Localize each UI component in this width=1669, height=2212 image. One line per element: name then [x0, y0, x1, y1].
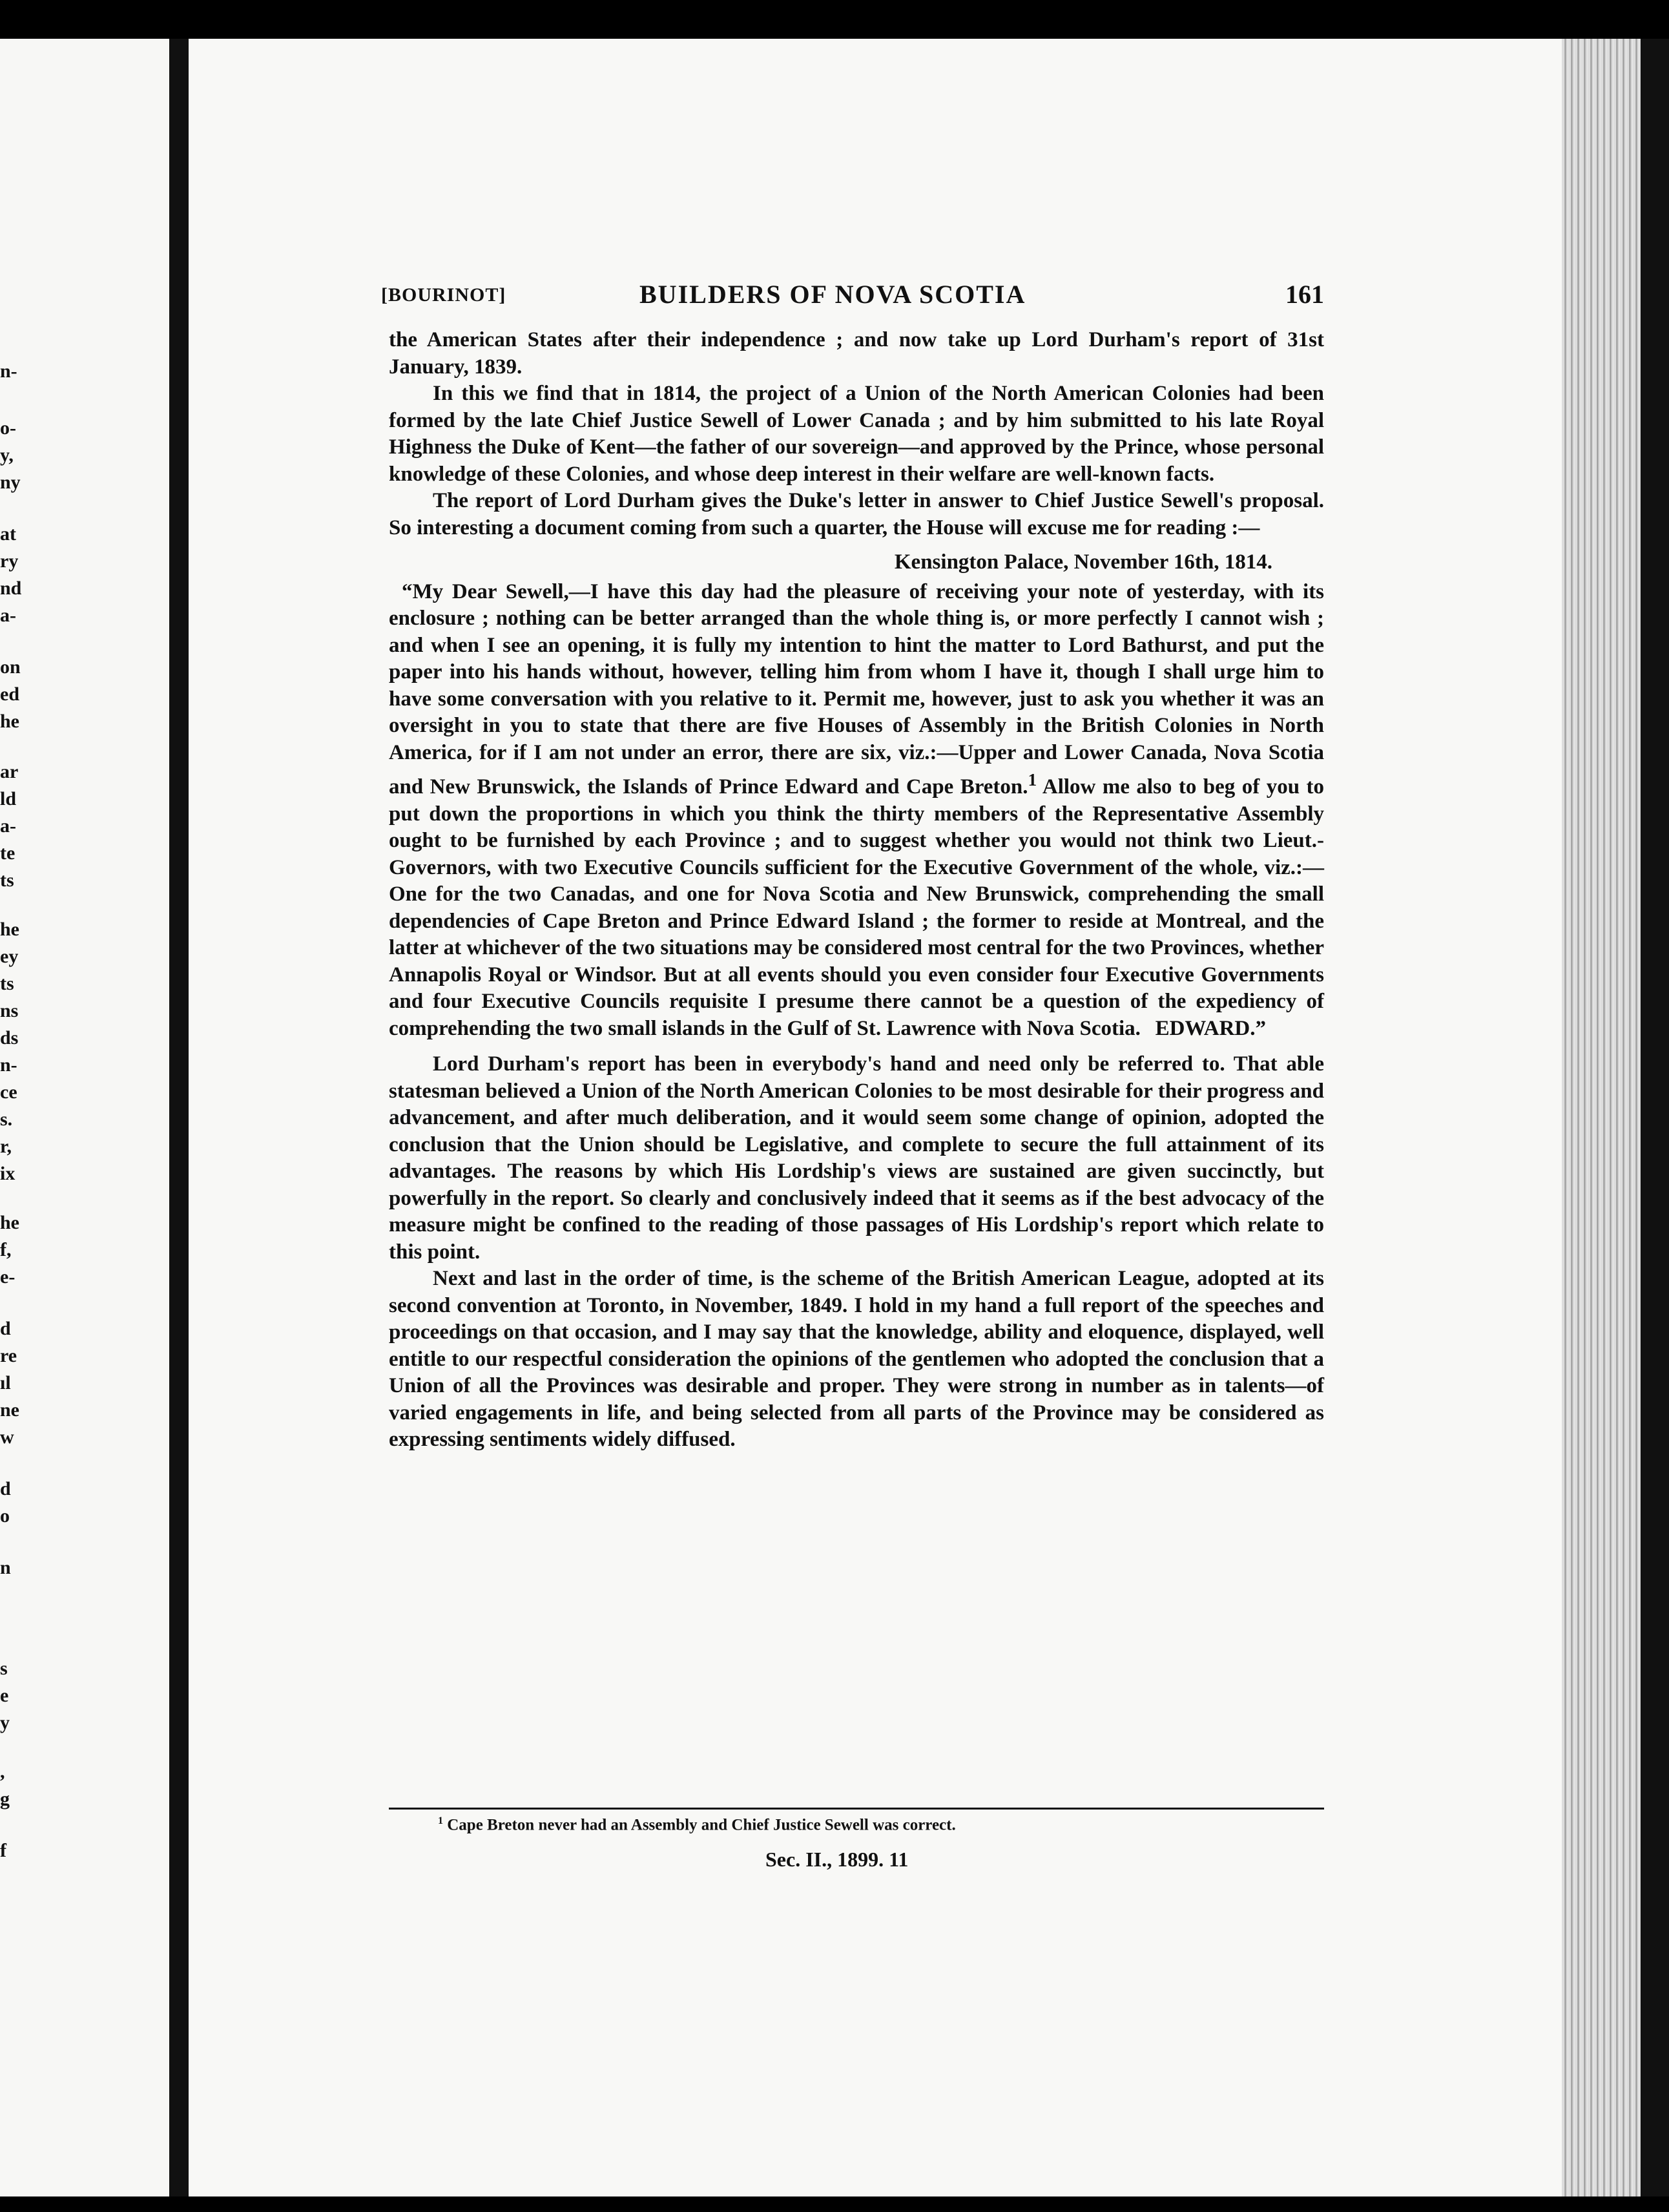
facing-page-fragment: y,	[0, 444, 14, 466]
body-text	[389, 327, 1324, 1454]
letter-body	[389, 579, 1324, 1043]
facing-page-fragment: n	[0, 1557, 11, 1578]
signature-line: Sec. II., 1899. 11	[765, 1848, 909, 1871]
facing-page-fragment: on	[0, 656, 21, 678]
letter-signature: EDWARD.”	[1155, 1016, 1266, 1040]
facing-page-fragment: d	[0, 1478, 11, 1499]
facing-page-fragment: r,	[0, 1136, 12, 1157]
facing-page-fragment: ds	[0, 1027, 19, 1049]
facing-page-fragment: nd	[0, 578, 22, 599]
paragraph: The report of Lord Durham gives the Duke's letter in answer to Chief Justice Sewell's proposal. So interesting a document coming from such a quarter, the House will excuse me for reading :—	[389, 489, 1324, 539]
paragraph-continuation: the American States after their independence ; and now take up Lord Durham's report of 31st January, 1839.	[389, 328, 1324, 379]
scan-border-top	[0, 0, 1669, 39]
facing-page-fragment: a-	[0, 815, 16, 837]
facing-page-fragment: s	[0, 1658, 8, 1679]
footnote-text: Cape Breton never had an Assembly and Chief Justice Sewell was correct.	[447, 1816, 956, 1834]
facing-page-fragment: ce	[0, 1081, 17, 1103]
facing-page-fragment: n-	[0, 1054, 17, 1076]
footnote	[438, 1815, 956, 1834]
facing-page-fragment: ts	[0, 870, 14, 891]
facing-page-fragment: e	[0, 1685, 9, 1706]
header-author: [BOURINOT]	[381, 284, 506, 306]
facing-page-fragment: e-	[0, 1266, 16, 1288]
facing-page-fragment: ne	[0, 1399, 19, 1421]
letter-text-part-1: “My Dear Sewell,—I have this day had the pleasure of receiving your note of yesterday, with its enclosure ; nothing can be better arranged than the whole thing is, or more perfectly I cannot wish ; and when I see an opening, it is fully my intention to hint the matter to Lord Bathurst, and put the paper into his hands without, however, telling him from whom I have it, though I shall urge him to have some conversation with you relative to it. Permit me, however, just to ask you whether it was an oversight in you to state that there are five Houses of Assembly in the British Colonies in North America, for if I am not under an error, there are six, viz.:—Upper and Lower Canada, Nova Scotia and New Brunswick, the Islands of Prince Edward and Cape Breton.	[389, 579, 1324, 798]
facing-page-fragment: ,	[0, 1761, 5, 1782]
facing-page-fragment: re	[0, 1345, 17, 1366]
facing-page-fragment: ix	[0, 1163, 16, 1184]
facing-page-fragment: he	[0, 1212, 19, 1233]
facing-page-fragment: n-	[0, 360, 17, 382]
facing-page-fragment: w	[0, 1426, 14, 1448]
facing-page-fragment: f	[0, 1840, 6, 1861]
paragraph: In this we find that in 1814, the project of a Union of the North American Colonies had been formed by the late Chief Justice Sewell of Lower Canada ; and by him submitted to his late Royal Highness the Duke of Kent—the father of our sovereign—and approved by the Prince, whose personal knowledge of these Colonies, and whose deep interest in their welfare are well-known facts.	[389, 382, 1324, 486]
facing-page-fragment: ed	[0, 683, 19, 705]
facing-page-fragment: g	[0, 1788, 10, 1810]
facing-page-fragment: d	[0, 1318, 11, 1339]
scan-border-right	[1641, 39, 1669, 2196]
facing-page-fragment: te	[0, 842, 16, 864]
facing-page-fragment: ld	[0, 788, 17, 809]
facing-page-fragment: y	[0, 1712, 10, 1733]
facing-page-fragment: at	[0, 523, 16, 545]
header-title: BUILDERS OF NOVA SCOTIA	[639, 280, 1026, 309]
facing-page-edge	[0, 39, 169, 2196]
book-gutter	[169, 39, 189, 2196]
paragraph: Next and last in the order of time, is the scheme of the British American League, adopted at its second convention at Toronto, in November, 1849. I hold in my hand a full report of the speeches and proceedings on that occasion, and I may say that the knowledge, ability and eloquence, displayed, well entitle to our respectful consideration the opinions of the gentlemen who adopted the conclusion that a Union of all the Provinces was desirable and proper. They were strong in number as in talents—of varied engagements in life, and being selected from all parts of the Province may be considered as expressing sentiments widely diffused.	[389, 1267, 1324, 1451]
facing-page-fragment: o-	[0, 417, 16, 439]
facing-page-fragment: ny	[0, 472, 21, 493]
facing-page-fragment: ns	[0, 1000, 19, 1021]
facing-page-fragment: ry	[0, 550, 19, 572]
facing-page-fragment: he	[0, 919, 19, 940]
facing-page-fragment: o	[0, 1505, 10, 1527]
footnote-rule	[389, 1808, 1324, 1810]
facing-page-fragment: ar	[0, 761, 19, 782]
paragraph: Lord Durham's report has been in everybody's hand and need only be referred to. That able statesman believed a Union of the North American Colonies to be most desirable for their progress and advancement, and after much deliberation, and it would seem some change of opinion, adopted the conclusion that the Union should be Legislative, and complete to secure the full attainment of its advantages. The reasons by which His Lordship's views are sustained are given succinctly, but powerfully in the report. So clearly and conclusively indeed that it seems as if the best advocacy of the measure might be confined to the reading of those passages of His Lordship's report which relate to this point.	[389, 1052, 1324, 1264]
letter-place-date: Kensington Palace, November 16th, 1814.	[894, 550, 1272, 574]
footnote-mark: 1	[438, 1815, 443, 1826]
facing-page-fragment: ey	[0, 946, 19, 967]
facing-page-fragment: ıl	[0, 1372, 11, 1393]
facing-page-fragment: he	[0, 711, 19, 732]
facing-page-fragment: s.	[0, 1109, 13, 1130]
running-header	[381, 279, 1324, 311]
facing-page-fragment: f,	[0, 1239, 12, 1260]
letter-text-part-2: Allow me also to beg of you to put down the proportions in which you think the thirty members of the Representative Assembly ought to be furnished by each Province ; and to suggest whether you would not think two Lieut.-Governors, with two Executive Councils sufficient for the Executive Government of the whole, viz.:—One for the two Canadas, and one for Nova Scotia and New Brunswick, comprehending the small dependencies of Cape Breton and Prince Edward Island ; the former to reside at Montreal, and the latter at whichever of the two situations may be considered most central for the two Provinces, whether Annapolis Royal or Windsor. But at all events should you even consider four Executive Governments and four Executive Councils requisite I presume there cannot be a question of the expediency of comprehending the two small islands in the Gulf of St. Lawrence with Nova Scotia.	[389, 775, 1324, 1040]
facing-page-fragment: ts	[0, 973, 14, 994]
footnote-reference: 1	[1028, 769, 1037, 789]
page-number: 161	[1285, 280, 1324, 309]
facing-page-fragment: a-	[0, 605, 16, 626]
